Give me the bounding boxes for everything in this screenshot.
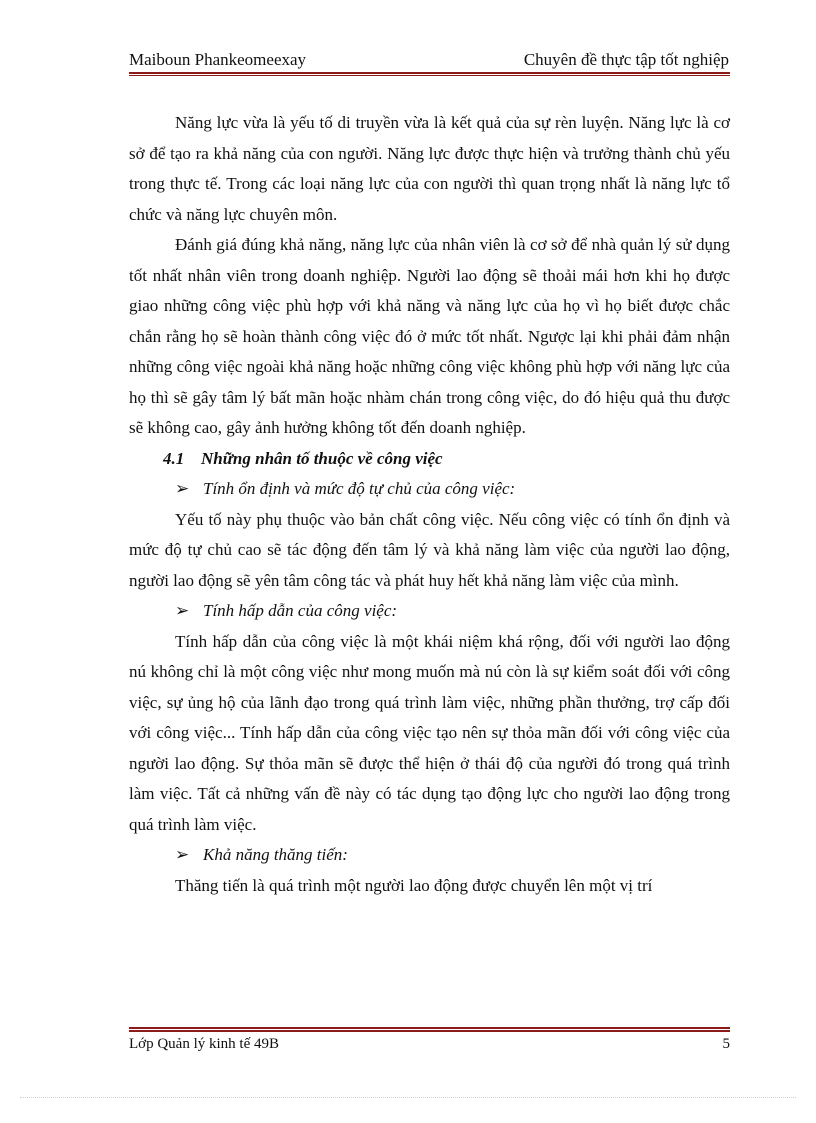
- page-header: [129, 44, 729, 74]
- bullet-text: Tính hấp dẫn của công việc:: [203, 601, 398, 620]
- paragraph: Đánh giá đúng khả năng, năng lực của nhân viên là cơ sở để nhà quản lý sử dụng tốt nhất nhân viên trong doanh nghiệp. Người lao động sẽ thoải mái hơn khi họ được giao những công việc phù hợp với khả năng và năng lực của họ vì họ biết được chắc chắn rằng họ sẽ hoàn thành công việc đó ở mức tốt nhất. Ngược lại khi phải đảm nhận những công việc ngoài khả năng hoặc những công việc không phù hợp với năng lực của họ thì sẽ gây tâm lý bất mãn hoặc nhàm chán trong công việc, do đó hiệu quả thu được sẽ không cao, gây ảnh hưởng không tốt đến doanh nghiệp.: [129, 235, 730, 437]
- header-author: Maiboun Phankeomeexay: [129, 50, 307, 69]
- section-heading: [129, 444, 730, 475]
- page-body: [129, 108, 730, 901]
- page-number: 5: [722, 1036, 730, 1052]
- arrow-bullet-icon: ➢: [175, 479, 190, 498]
- paragraph: Năng lực vừa là yếu tố di truyền vừa là kết quả của sự rèn luyện. Năng lực là cơ sở để tạo ra khả năng của con người. Năng lực được thực hiện và trưởng thành chủ yếu trong thực tế. Trong các loại năng lực của con người thì quan trọng nhất là năng lực tổ chức và năng lực chuyên môn.: [129, 113, 730, 224]
- footer-class-name: Lớp Quản lý kinh tế 49B: [129, 1036, 279, 1052]
- header-title: Chuyên đề thực tập tốt nghiệp: [523, 50, 729, 69]
- page-edge-divider: [20, 1097, 796, 1098]
- header-rule: [129, 72, 730, 76]
- footer-rule: [129, 1027, 730, 1032]
- bullet-item: [129, 840, 730, 871]
- paragraph: Yếu tố này phụ thuộc vào bản chất công việc. Nếu công việc có tính ổn định và mức độ tự chủ cao sẽ tác động đến tâm lý và khả năng làm việc của người lao động, người lao động sẽ yên tâm công tác và phát huy hết khả năng làm việc của mình.: [129, 509, 730, 590]
- section-number: 4.1: [163, 448, 185, 468]
- paragraph: Tính hấp dẫn của công việc là một khái niệm khá rộng, đối với người lao động nú không chỉ là một công việc như mong muốn mà nú còn là sự kiểm soát đối với công việc, sự ủng hộ của lãnh đạo trong quá trình làm việc, những phần thưởng, trợ cấp đối với công việc... Tính hấp dẫn của công việc tạo nên sự thỏa mãn đối với công việc của người lao động. Sự thỏa mãn sẽ được thể hiện ở thái độ của người đó trong quá trình làm việc. Tất cả những vấn đề này có tác dụng tạo động lực cho người lao động trong quá trình làm việc.: [129, 631, 730, 834]
- arrow-bullet-icon: ➢: [175, 601, 190, 620]
- paragraph: Thăng tiến là quá trình một người lao động được chuyển lên một vị trí: [175, 875, 653, 895]
- section-title: Những nhân tố thuộc về công việc: [201, 448, 443, 468]
- bullet-text: Tính ổn định và mức độ tự chủ của công việc:: [203, 479, 516, 498]
- bullet-item: [129, 596, 730, 627]
- bullet-text: Khả năng thăng tiến:: [203, 845, 348, 864]
- bullet-item: [129, 474, 730, 505]
- arrow-bullet-icon: ➢: [175, 845, 190, 864]
